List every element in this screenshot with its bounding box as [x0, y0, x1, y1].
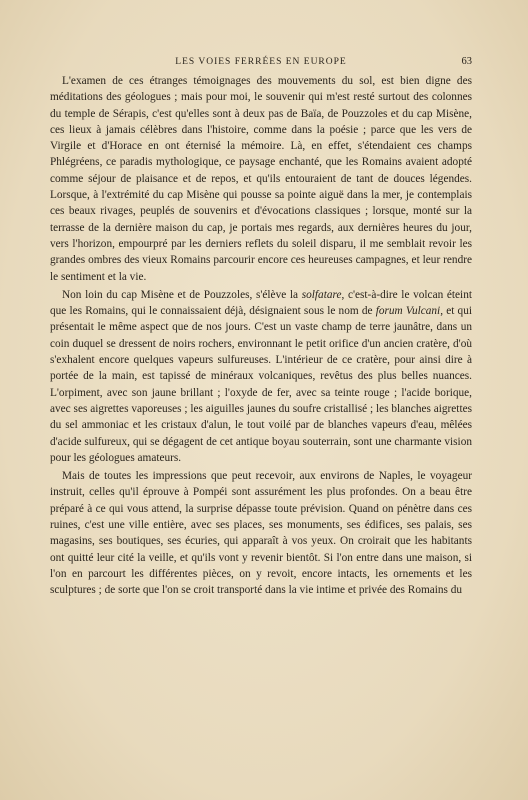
page-number: 63 [461, 56, 472, 67]
forum-vulcani-term: forum Vulcani [375, 305, 441, 318]
paragraph-3-text: Mais de toutes les impressions que peut recevoir, aux environs de Naples, le voyageur instruit, celles qu'il éprouve à Pompéi sont assurément les plus profondes. On a beau être préparé à ce qui vous attend, la surprise dépasse toute prévision. Quand on pénètre dans ces ruines, c'est une ville entière, avec ses places, ses monuments, ses édifices, ses palais, ses magasins, ses boutiques, ses écuries, qui apparaît à vos yeux. On croirait que les habitants ont quitté leur cité la veille, et qu'ils vont y revenir bientôt. Si l'on entre dans une maison, si l'on en parcourt les différentes pièces, on y revoit, encore intacts, les ornements et les sculptures ; de sorte que l'on se croit transporté dans la vie intime et privée des Romains du [50, 470, 472, 597]
solfatare-term: solfatare [301, 288, 342, 301]
paragraph-2-text-b: , c'est-à-dire le volcan éteint que les Romains, qui le connaissaient déjà, désignaient sous le nom de [50, 288, 472, 318]
running-title: LES VOIES FERRÉES EN EUROPE [175, 57, 347, 67]
paragraph-2-text-a: Non loin du cap Misène et de Pouzzoles, s'élève la [62, 288, 302, 301]
body-text [50, 73, 472, 601]
paragraph-3 [50, 468, 472, 598]
paragraph-2 [50, 287, 472, 466]
paragraph-1 [50, 73, 472, 285]
paragraph-1-text: L'examen de ces étranges témoignages des mouvements du sol, est bien digne des méditations des géologues ; mais pour moi, le souvenir qui m'est resté surtout des colonnes du temple de Sérapis, c'est qu'elles sont à deux pas de Baïa, de Pouzzoles et du cap Misène, ces lieux à jamais célèbres dans l'histoire, comme dans la poésie ; parce que les vers de Virgile et d'Horace en ont éternisé la mémoire. Là, en effet, s'étendaient ces champs Phlégréens, ce paradis mythologique, ce paysage enchanté, que les Romains avaient adopté comme séjour de plaisance et de repos, et qu'ils entouraient de tant de douces légendes. Lorsque, à l'extrémité du cap Misène qui pousse sa pointe aiguë dans la mer, je contemplais ces beaux rivages, peuplés de souvenirs et d'évocations classiques ; lorsque, monté sur la terrasse de la dernière maison du cap, je portais mes regards, aux dernières heures du jour, vers l'horizon, empourpré par les derniers reflets du soleil disparu, il me semblait revoir les grandes ombres des vieux Romains parcourir encore ces heureuses campagnes, et leur rendre le sentiment et la vie. [50, 75, 472, 283]
running-head [50, 55, 472, 69]
paragraph-2-text-c: , et qui présentait le même aspect que de nos jours. C'est un vaste champ de terre jaunâtre, dans un coin duquel se dressent de noirs rochers, environnant le petit orifice d'un ancien cratère, d'où s'exhalent encore quelques vapeurs sulfureuses. L'intérieur de ce cratère, pour ainsi dire à portée de la main, est tapissé de minéraux volcaniques, revêtus des plus belles nuances. L'orpiment, avec son jaune brillant ; l'oxyde de fer, avec sa teinte rouge ; l'acide borique, avec ses aigrettes vaporeuses ; les aiguilles jaunes du soufre cristallisé ; les blanches aigrettes du sel ammoniac et les cristaux d'alun, le tout voilé par de blanches vapeurs d'eau, mêlées d'acide sulfureux, qui se dégagent de cet antique boyau souterrain, sont une charmante vision pour les géologues amateurs. [50, 305, 472, 464]
